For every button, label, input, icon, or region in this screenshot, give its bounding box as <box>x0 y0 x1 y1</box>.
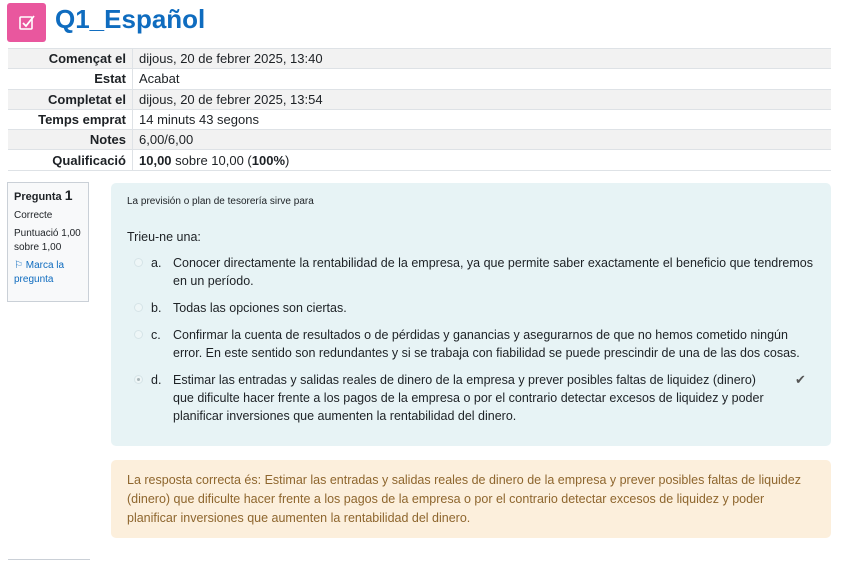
correct-answer-feedback: La resposta correcta és: Estimar las entradas y salidas reales de dinero de la empresa y prever posibles faltas de liquidez (dinero) que dificulte hacer frente a los pagos de la empresa o por el contrario detectar excesos de liquidez y poder planificar inversiones que aumenten la rentabilidad del dinero. <box>111 460 831 538</box>
summary-label: Temps emprat <box>8 109 133 129</box>
answer-letter: a. <box>151 256 162 270</box>
answer-text: Conocer directamente la rentabilidad de la empresa, ya que permite saber exactamente el beneficio que tendremos en un período. <box>173 256 813 288</box>
grade-row <box>8 150 831 170</box>
grade-score: 10,00 <box>139 152 172 168</box>
answer-letter: c. <box>151 328 161 342</box>
question-prefix: Pregunta <box>14 191 65 203</box>
summary-value: Acabat <box>133 69 832 89</box>
page-title: Q1_Español <box>55 4 206 34</box>
answer-text: Todas las opciones son ciertas. <box>173 301 347 315</box>
summary-value: 14 minuts 43 segons <box>133 109 832 129</box>
answer-radio[interactable] <box>134 303 143 312</box>
answer-radio[interactable] <box>134 330 143 339</box>
question-number <box>14 188 88 204</box>
summary-label: Notes <box>8 130 133 150</box>
grade-label: Qualificació <box>8 150 133 170</box>
next-question-divider <box>8 559 90 560</box>
grade-value <box>133 150 832 170</box>
summary-label: Completat el <box>8 89 133 109</box>
question-state: Correcte <box>14 210 53 221</box>
summary-row <box>8 49 831 69</box>
flag-icon: ⚐ <box>14 260 23 271</box>
answer-prompt: Trieu-ne una: <box>127 230 201 244</box>
summary-value: dijous, 20 de febrer 2025, 13:54 <box>133 89 832 109</box>
question-mark: Puntuació 1,00 sobre 1,00 <box>14 228 81 253</box>
summary-row <box>8 130 831 150</box>
answer-letter: b. <box>151 301 162 315</box>
answer-option-a[interactable] <box>127 254 817 290</box>
answer-option-b[interactable] <box>127 299 817 317</box>
summary-value: 6,00/6,00 <box>133 130 832 150</box>
flag-label: Marca la pregunta <box>14 260 65 285</box>
answer-option-d[interactable] <box>127 371 817 425</box>
answer-radio[interactable] <box>134 258 143 267</box>
answer-radio-selected[interactable] <box>134 375 143 384</box>
answer-text: Confirmar la cuenta de resultados o de pérdidas y ganancias y asegurarnos de que no hemos cometido ningún error. En este sentido son redundantes y si se trabaja con fiabilidad se puede prescindir de una de las dos cosas. <box>173 328 800 360</box>
attempt-summary-table <box>8 48 831 171</box>
grade-end: ) <box>285 152 290 168</box>
summary-row <box>8 69 831 89</box>
correct-check-icon: ✔ <box>795 372 806 387</box>
question-info <box>7 182 89 302</box>
summary-row <box>8 109 831 129</box>
grade-middle: sobre 10,00 ( <box>171 152 252 168</box>
answer-letter: d. <box>151 373 162 387</box>
question-formulation <box>111 183 831 446</box>
summary-label: Estat <box>8 69 133 89</box>
answer-option-c[interactable] <box>127 326 817 362</box>
question-number-value: 1 <box>64 187 73 203</box>
grade-percent: 100% <box>251 152 286 168</box>
quiz-icon <box>7 3 46 42</box>
summary-label: Començat el <box>8 49 133 69</box>
answer-text: Estimar las entradas y salidas reales de dinero de la empresa y prever posibles faltas de liquidez (dinero) que dificulte hacer frente a los pagos de la empresa o por el contrario detectar excesos de liquidez y poder planificar inversiones que aumenten la rentabilidad del dinero. <box>173 373 764 423</box>
summary-value: dijous, 20 de febrer 2025, 13:40 <box>133 49 832 69</box>
summary-row <box>8 89 831 109</box>
question-text: La previsión o plan de tesorería sirve para <box>127 196 314 207</box>
flag-question-link[interactable] <box>14 259 88 287</box>
